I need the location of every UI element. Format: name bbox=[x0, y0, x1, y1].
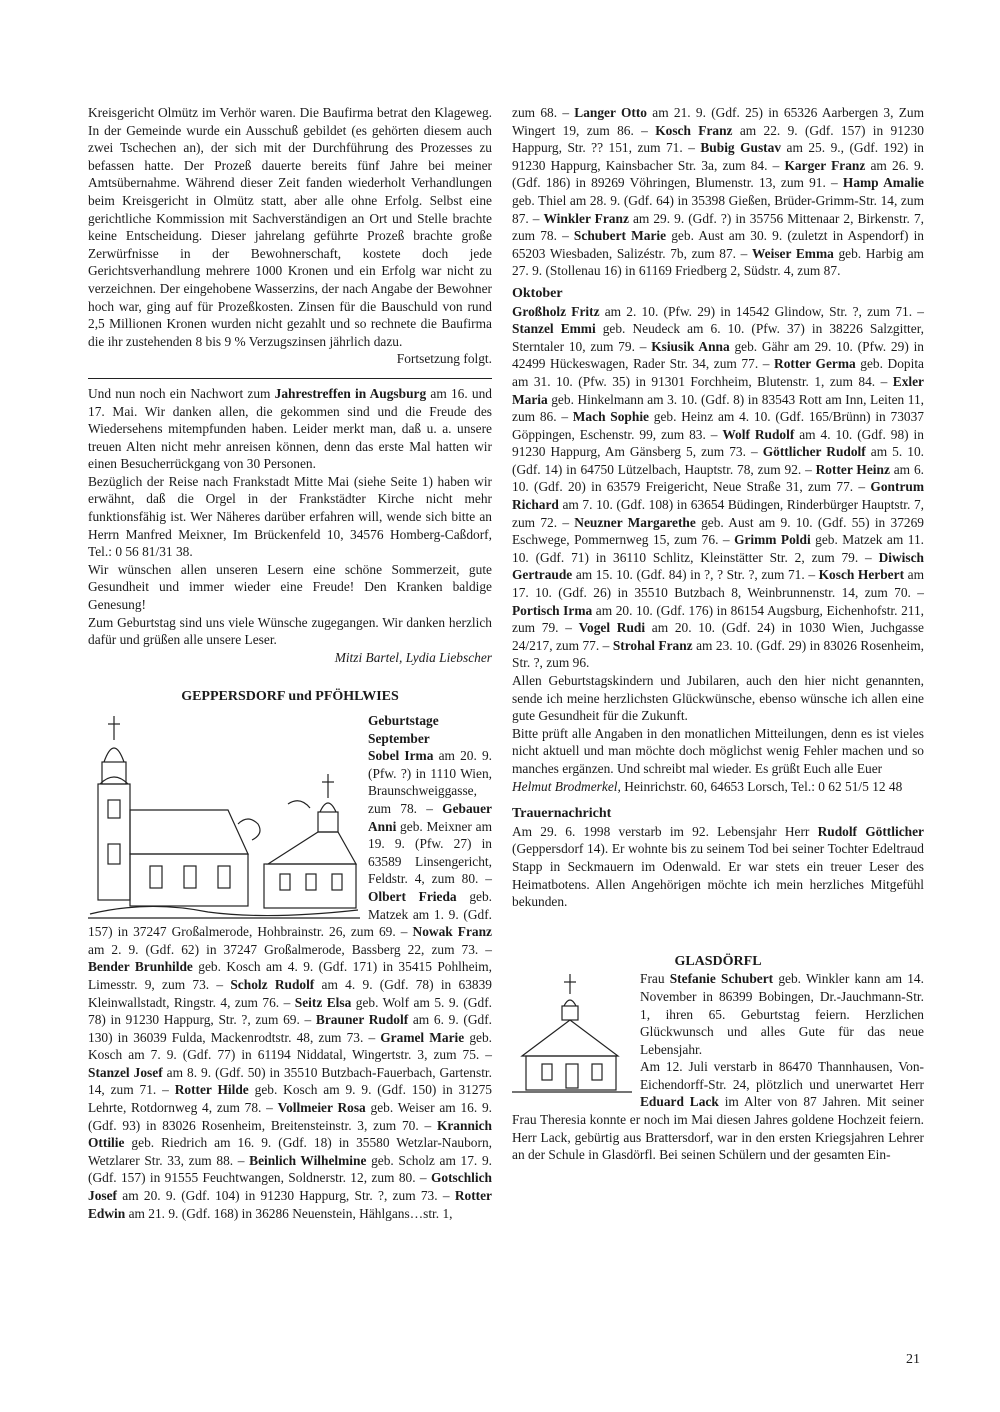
nachwort-paragraph: Und nun noch ein Nachwort zum Jahrestreffen in Augsburg am 16. und 17. Mai. Wir danken allen, die gekommen sind und die Freude des Wiedersehens mitempfunden haben. Leider merkt man, daß u. a. unsere treuen Alten nicht mehr anreisen können, denn das erste Mal hatten wir einen Besucherrückgang von 30 Personen. bbox=[88, 385, 492, 472]
month-heading: September bbox=[368, 730, 430, 746]
entry-text: am 22. 9. (Gdf. 157) in 91230 Happurg, Str. ?? 151, zum 71. – bbox=[512, 122, 924, 156]
person-name: Bubig Gustav bbox=[700, 140, 782, 156]
person-name: Langer Otto bbox=[574, 105, 647, 120]
person-name: Grimm Poldi bbox=[734, 532, 811, 548]
person-name: Portisch Irma bbox=[512, 602, 593, 618]
glasdoerfl-section bbox=[512, 970, 924, 1164]
entry-text: am 20. 9. (Pfw. ?) in 1110 Wien, Braunschweiggasse, zum 78. – bbox=[368, 748, 493, 816]
entry-text: geb. Matzek am 11. 10. (Gdf. 71) in 36110 Schlitz, Kleinstätter Str. 2, zum 79. – bbox=[512, 532, 925, 565]
entry-text: am 20. 9. (Gdf. 104) in 91230 Happurg, Str. ?, zum 73. – bbox=[117, 1188, 455, 1204]
entry-text: am 4. 10. (Gdf. 98) in 91230 Happurg, Am Gänsberg 5, zum 73. – bbox=[512, 426, 924, 460]
person-name: Vollmeier Rosa bbox=[277, 1100, 366, 1116]
geppersdorf-section bbox=[88, 712, 492, 1222]
person-name: Gebauer Anni bbox=[368, 800, 492, 834]
entry-text: geb. Kosch am 4. 9. (Gdf. 171) in 35415 Pohlheim, Limesstr. 9, zum 73. – bbox=[88, 959, 492, 992]
entry-text: geb. Scholz am 17. 9. (Gdf. 157) in 91555 Feuchtwangen, Soldnerstr. 12, zum 80. – bbox=[88, 1152, 492, 1186]
entry-text: geb. Weiser am 16. 9. (Gdf. 93) in 83026 Rosenheim, Breitensteinstr. 3, zum 70. – bbox=[88, 1100, 492, 1133]
person-name: Exler Maria bbox=[512, 373, 924, 407]
entry-text: am 15. 10. (Gdf. 84) in ?, ? Str. ?, zum 71. – bbox=[572, 567, 819, 583]
wishes-paragraph: Wir wünschen allen unseren Lesern eine schöne Sommerzeit, gute Gesundheit und immer wieder eine Freude! Den Kranken baldige Genesung! bbox=[88, 561, 492, 613]
person-name: Scholz Rudolf bbox=[230, 976, 315, 992]
page-number: 21 bbox=[906, 1352, 920, 1367]
entry-text: am 6. 9. (Gdf. 130) in 36039 Fulda, Mackenrodtstr. 48, zum 73. – bbox=[88, 1012, 493, 1045]
sender-signature: Helmut Brodmerkel, Heinrichstr. 60, 64653 Lorsch, Tel.: 0 62 51/5 12 48 bbox=[512, 778, 903, 794]
request-paragraph: Bitte prüft alle Angaben in den monatlichen Mitteilungen, denn es ist vieles nicht aktuell und man möchte doch möglichst wenig Fehler machen und so manches ergänzen. Und schreibt mal wieder. Es grüßt Euch alle Euer bbox=[512, 725, 924, 776]
entry-text: geb. Harbig am 27. 9. (Stollenau 16) in 61169 Friedberg 2, Südstr. 4, zum 87. bbox=[512, 245, 924, 279]
olmuetz-paragraph: Kreisgericht Olmütz im Verhör waren. Die Baufirma betrat den Klageweg. In der Gemeinde wurde ein Ausschuß gebildet (es gehörten diesem auch zwei Tschechen an), der sich mit der Durchführung des Prozesses zu befassen hatte. Der Prozeß dauerte bereits fünf Jahre bei meiner Amtsübernahme. Während dieser Zeit fanden wiederholt Verhandlungen beim Kreisgericht in Olmütz statt, aber alle ohne Erfolg. Selbst eine gerichtliche Kommission mit Sachverständigen an Ort und Stelle brachte keine Entscheidung. Dieser jahrelang geführte Prozeß brachte große Zerwürfnisse in der Bewohnerschaft, kostete doch jede Gerichtsverhandlung mehrere 1000 Kronen und ein Erfolg war nicht zu verzeichnen. Der eingehobene Wasserzins, der nach Angabe der Bewohner hoch war, ging auf für Prozeßkosten. Zinsen für die Bauschuld von rund 2,5 Millionen Kronen wurden nicht gezahlt und so rechnete die Baufirma die ihr zustehenden 8 bis 9 % Verzugszinsen jährlich dazu. bbox=[88, 105, 492, 349]
trauer-heading: Trauernachricht bbox=[512, 806, 612, 822]
church-drawing bbox=[88, 714, 360, 920]
lack-paragraph: Am 12. Juli verstarb in 86470 Thannhausen, Von-Eichendorff-Str. 24, plötzlich und unerwartet Herr Eduard Lack im Alter von 87 Jahren. Mit seiner Frau Theresia konnte er noch im Mai diesen Jahres goldene Hochzeit feiern. Herr Lack, gebürtig aus Brattersdorf, war in den ersten Kriegsjahren Lehrer an der Schule in Glasdörfl. Bei seinen Schülern und der gesamten Ein- bbox=[512, 1059, 924, 1163]
greetings-paragraph: Allen Geburtstagskindern und Jubilaren, auch den hier nicht genannten, sende ich meine herzlichsten Glückwünsche, ebenso wünsche ich allen eine gute Gesundheit für die Zukunft. bbox=[512, 673, 924, 724]
entry-text: geb. Gähr am 29. 10. (Pfw. 29) in 42499 Hückeswagen, Rader Str. 34, zum 77. – bbox=[512, 338, 924, 372]
entry-text: am 4. 9. (Gdf. 78) in 63839 Kleinwallstadt, Ringstr. 4, zum 76. – bbox=[88, 976, 492, 1010]
person-name: Rotter Heinz bbox=[815, 461, 890, 477]
entry-text: am 21. 9. (Gdf. 168) in 36286 Neuenstein, Hählgans…str. 1, bbox=[125, 1205, 453, 1221]
entry-text: geb. Riedrich am 16. 9. (Gdf. 18) in 35580 Wetzlar-Nauborn, Wetzlarer Str. 33, zum 88. – bbox=[88, 1135, 492, 1168]
entry-text: am 26. 9. (Gdf. 186) in 89269 Vöhringen, Blumenstr. 13, zum 91. – bbox=[512, 157, 924, 191]
entry-text: geb. Matzek am 1. 9. (Gdf. 157) in 37247 Großalmerode, Hohbrainstr. 26, zum 69. – bbox=[88, 888, 492, 940]
entry-text: am 8. 9. (Gdf. 50) in 35510 Butzbach-Fauerbach, Gartenstr. 14, zum 71. – bbox=[88, 1064, 492, 1098]
geppersdorf-title: GEPPERSDORF und PFÖHLWIES bbox=[181, 689, 399, 705]
person-name: Gontrum Richard bbox=[512, 479, 924, 513]
entry-text: am 20. 10. (Gdf. 176) in 86154 Augsburg, Eichenhofstr. 211, zum 79. – bbox=[512, 602, 925, 636]
person-name: Neuzner Margarethe bbox=[574, 514, 696, 530]
entry-text: am 2. 10. (Pfw. 29) in 14542 Glindow, Str. ?, zum 71. – bbox=[599, 303, 924, 319]
entry-text: geb. Neudeck am 6. 10. (Pfw. 37) in 38226 Salzgitter, Sterntaler 10, zum 79. – bbox=[512, 321, 924, 354]
person-name: Olbert Frieda bbox=[368, 888, 457, 904]
person-name: Rotter Germa bbox=[774, 356, 856, 372]
glasdoerfl-title: GLASDÖRFL bbox=[674, 953, 762, 969]
person-name: Brauner Rudolf bbox=[315, 1012, 409, 1028]
entry-text: am 21. 9. (Gdf. 25) in 65326 Aarbergen 3, Zum Wingert 19, zum 86. – bbox=[512, 105, 924, 138]
birthday-heading: Geburtstage bbox=[368, 713, 439, 728]
right-column bbox=[512, 104, 924, 1164]
thanks-paragraph: Zum Geburtstag sind uns viele Wünsche zugegangen. Wir danken herzlich dafür und grüßen alle unsere Leser. bbox=[88, 614, 492, 648]
left-column bbox=[88, 104, 492, 1222]
person-name: Seitz Elsa bbox=[294, 994, 352, 1010]
september-birthdays-continued bbox=[512, 104, 924, 280]
person-name: Vogel Rudi bbox=[578, 620, 646, 636]
person-name: Strohal Franz bbox=[612, 637, 693, 653]
person-name: Beinlich Wilhelmine bbox=[249, 1152, 367, 1168]
section-divider bbox=[88, 378, 492, 379]
entry-text: am 2. 9. (Gdf. 62) in 37247 Großalmerode, Bassberg 22, zum 73. – bbox=[88, 941, 492, 957]
person-name: Wolf Rudolf bbox=[722, 426, 795, 442]
person-name: Ksiusik Anna bbox=[651, 338, 730, 354]
oktober-birthdays bbox=[512, 303, 924, 672]
person-name: Stanzel Josef bbox=[88, 1064, 163, 1080]
oktober-heading: Oktober bbox=[512, 285, 563, 301]
person-name: Gramel Marie bbox=[380, 1029, 465, 1045]
person-name: Weiser Emma bbox=[752, 245, 834, 261]
person-name: Großholz Fritz bbox=[512, 303, 600, 319]
person-name: Rotter Hilde bbox=[174, 1082, 249, 1098]
entry-text: geb. Thiel am 28. 9. (Gdf. 64) in 35398 Gießen, Brüder-Grimm-Str. 14, zum 87. – bbox=[512, 192, 924, 226]
entry-text: geb. Kosch am 9. 9. (Gdf. 150) in 31275 Lehrte, Rotdornweg 4, zum 78. – bbox=[88, 1082, 492, 1116]
person-name: Göttlicher Rudolf bbox=[762, 444, 866, 460]
fortsetzung-label: Fortsetzung folgt. bbox=[396, 351, 492, 367]
person-name: Karger Franz bbox=[784, 157, 866, 173]
person-name: Kosch Herbert bbox=[818, 567, 905, 583]
person-name: Mach Sophie bbox=[572, 409, 649, 425]
entry-text: geb. Wolf am 5. 9. (Gdf. 78) in 91230 Happurg, Str. ?, zum 69. – bbox=[88, 994, 492, 1028]
person-name: Bender Brunhilde bbox=[88, 959, 193, 975]
entry-text: am 23. 10. (Gdf. 29) in 83026 Rosenheim, Str. ?, zum 96. bbox=[512, 637, 924, 671]
entry-text: geb. Dopita am 31. 10. (Pfw. 35) in 91301 Forchheim, Blutenstr. 1, zum 84. – bbox=[512, 356, 924, 389]
entry-text: geb. Aust am 9. 10. (Gdf. 55) in 37269 Eschwege, Pommernweg 15, zum 76. – bbox=[512, 514, 924, 548]
signature: Mitzi Bartel, Lydia Liebscher bbox=[334, 649, 492, 665]
entry-text: am 25. 9., (Gdf. 192) in 91230 Happurg, Kainsbacher Str. 3a, zum 84. – bbox=[512, 140, 925, 173]
entry-text: am 5. 10. (Gdf. 14) in 64750 Lützelbach, Hauptstr. 78, zum 92. – bbox=[512, 444, 925, 477]
person-name: Krannich Ottilie bbox=[88, 1117, 492, 1151]
person-name: Rotter Edwin bbox=[88, 1188, 492, 1221]
trauer-paragraph: Am 29. 6. 1998 verstarb im 92. Lebensjahr Herr Rudolf Göttlicher (Geppersdorf 14). Er wohnte bis zu seinem Tod bei seiner Tochter Edeltraud Stapp in Seckmauern im Odenwald. Er war stets ein treuer Leser des Heimatbotens. Allen Angehörigen möchte ich mein herzliches Mitgefühl bekunden. bbox=[512, 823, 924, 910]
entry-text: geb. Hinkelmann am 3. 10. (Gdf. 8) in 83543 Rott am Inn, Leiten 11, zum 86. – bbox=[512, 391, 924, 425]
entry-text: am 17. 10. (Gdf. 26) in 35510 Butzbach 8, Weinbrunnenstr. 14, zum 70. – bbox=[512, 567, 925, 601]
entry-text: geb. Aust am 30. 9. (zuletzt in Aspendorf) in 65203 Wiesbaden, Salizéstr. 7b, zum 87. – bbox=[512, 228, 924, 261]
person-name: Kosch Franz bbox=[655, 122, 733, 138]
person-name: Diwisch Gertraude bbox=[512, 549, 924, 583]
person-name: Gotschlich Josef bbox=[88, 1170, 492, 1204]
stefanie-paragraph: Frau Stefanie Schubert geb. Winkler kann am 14. November in 86399 Bobingen, Dr.-Jauchmann-Str. 1, ihren 65. Geburtstag feiern. Herzlichen Glückwunsch und alles Gute für das neue Lebensjahr. bbox=[640, 971, 924, 1057]
person-name: Winkler Franz bbox=[543, 210, 629, 226]
entry-text: am 7. 10. (Gdf. 108) in 63654 Büdingen, Rinderbürger Hauptstr. 7, zum 72. – bbox=[512, 497, 924, 530]
person-name: Sobel Irma bbox=[368, 748, 434, 764]
chapel-drawing bbox=[512, 972, 632, 1096]
person-name: Nowak Franz bbox=[412, 924, 492, 940]
entry-text: geb. Kosch am 7. 9. (Gdf. 77) in 61194 Niddatal, Wingertstr. 3, zum 75. – bbox=[88, 1029, 493, 1063]
person-name: Schubert Marie bbox=[573, 228, 667, 244]
person-name: Stanzel Emmi bbox=[512, 321, 596, 337]
person-name: Hamp Amalie bbox=[842, 175, 924, 191]
orgel-paragraph: Bezüglich der Reise nach Frankstadt Mitte Mai (siehe Seite 1) haben wir erwähnt, daß die Orgel in der Frankstädter Kirche nicht mehr funktionsfähig ist. Wer Näheres darüber erfahren will, wende sich bitte an Herrn Manfred Meixner, Im Brückenfeld 10, 34576 Homberg-Caßdorf, Tel.: 0 56 81/31 38. bbox=[88, 473, 492, 560]
continuation-line bbox=[88, 350, 492, 368]
entry-text: am 20. 10. (Gdf. 24) in 1030 Wien, Juchgasse 24/217, zum 77. – bbox=[512, 620, 924, 653]
entry-text: geb. Heinz am 4. 10. (Gdf. 165/Brünn) in 73037 Göppingen, Eschenstr. 99, zum 83. – bbox=[512, 409, 924, 442]
entry-text: geb. Meixner am 19. 9. (Pfw. 27) in 63589 Linsengericht, Feldstr. 4, zum 80. – bbox=[368, 818, 492, 887]
entry-text: am 6. 10. (Gdf. 20) in 63579 Freigericht, Neue Straße 31, zum 77. – bbox=[512, 461, 924, 495]
entry-text: zum 68. – bbox=[512, 105, 575, 120]
entry-text: am 29. 9. (Gdf. ?) in 35756 Mittenaar 2, Birkenstr. 7, zum 78. – bbox=[512, 210, 924, 244]
